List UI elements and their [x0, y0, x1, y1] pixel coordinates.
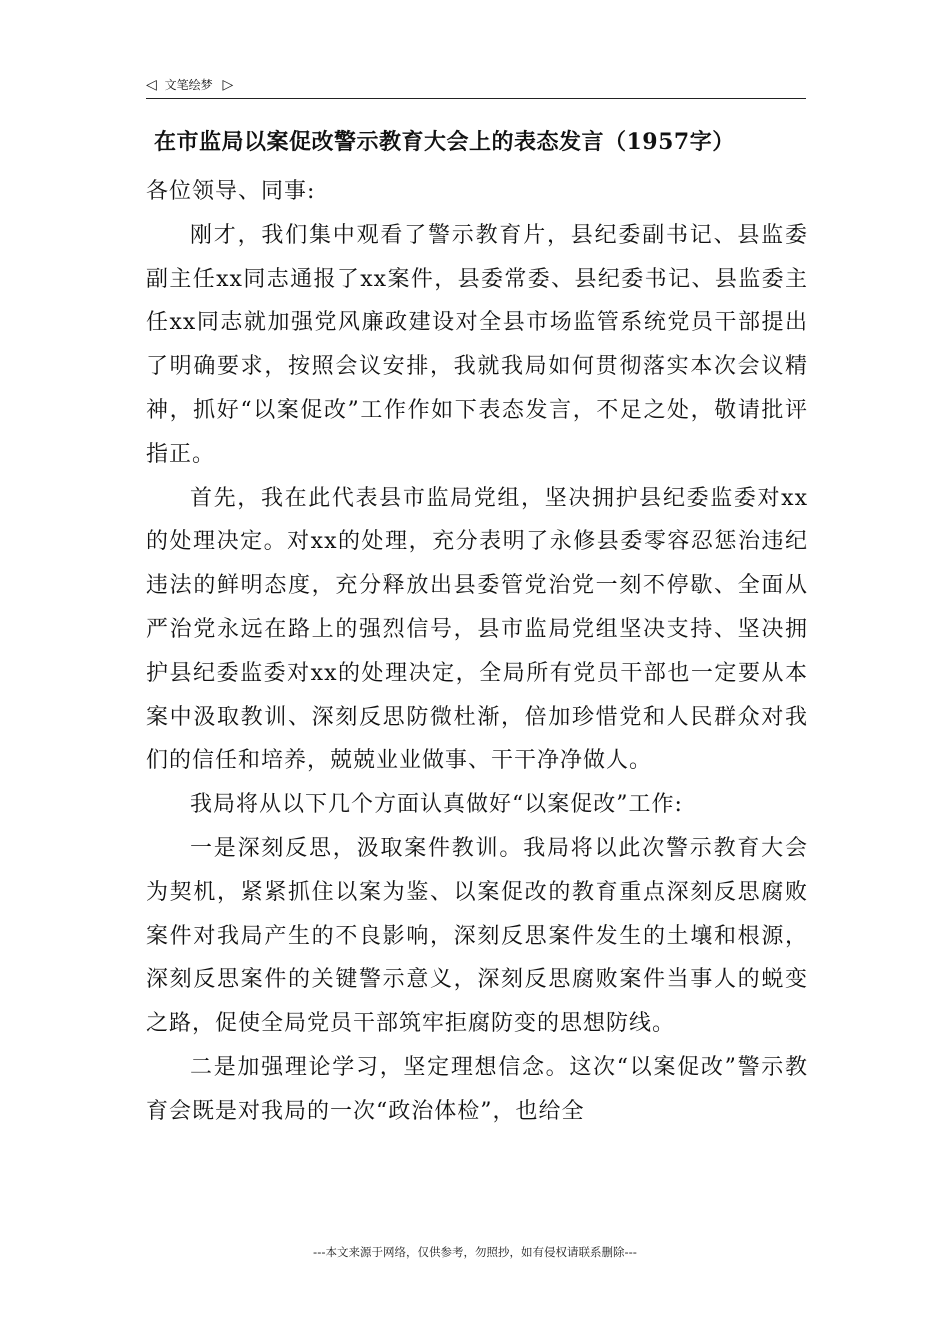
paragraph: 首先，我在此代表县市监局党组，坚决拥护县纪委监委对xx的处理决定。对xx的处理，充分表明了永修县委零容忍惩治违纪违法的鲜明态度，充分释放出县委管党治党一刻不停歇、全面从严治党永远在路上的强烈信号，县市监局党组坚决支持、坚决拥护县纪委监委对xx的处理决定，全局所有党员干部也一定要从本案中汲取教训、深刻反思防微杜渐，倍加珍惜党和人民群众对我们的信任和培养，兢兢业业做事、干干净净做人。: [146, 485, 808, 774]
header-brand: 文笔绘梦: [164, 78, 213, 92]
salutation: 各位领导、同事:: [146, 179, 316, 204]
document-title: 在市监局以案促改警示教育大会上的表态发言（1957字）: [154, 129, 735, 155]
page-footer: ---本文来源于网络，仅供参考，勿照抄，如有侵权请联系删除---: [313, 1245, 637, 1259]
page-header: [146, 74, 806, 99]
document-body: [146, 170, 808, 1134]
paragraph: 一是深刻反思，汲取案件教训。我局将以此次警示教育大会为契机，紧紧抓住以案为鉴、以案促改的教育重点深刻反思腐败案件对我局产生的不良影响，深刻反思案件发生的土壤和根源，深刻反思案件的关键警示意义，深刻反思腐败案件当事人的蜕变之路，促使全局党员干部筑牢拒腐防变的思想防线。: [146, 835, 808, 1037]
paragraph: 二是加强理论学习，坚定理想信念。这次“以案促改”警示教育会既是对我局的一次“政治体检”，也给全: [146, 1054, 808, 1124]
left-triangle-icon: ◁: [146, 77, 157, 93]
paragraph: 刚才，我们集中观看了警示教育片，县纪委副书记、县监委副主任xx同志通报了xx案件，县委常委、县纪委书记、县监委主任xx同志就加强党风廉政建设对全县市场监管系统党员干部提出了明确要求，按照会议安排，我就我局如何贯彻落实本次会议精神，抓好“以案促改”工作作如下表态发言，不足之处，敬请批评指正。: [146, 222, 808, 467]
right-triangle-icon: ▷: [222, 77, 234, 93]
paragraph: 我局将从以下几个方面认真做好“以案促改”工作:: [190, 792, 683, 818]
